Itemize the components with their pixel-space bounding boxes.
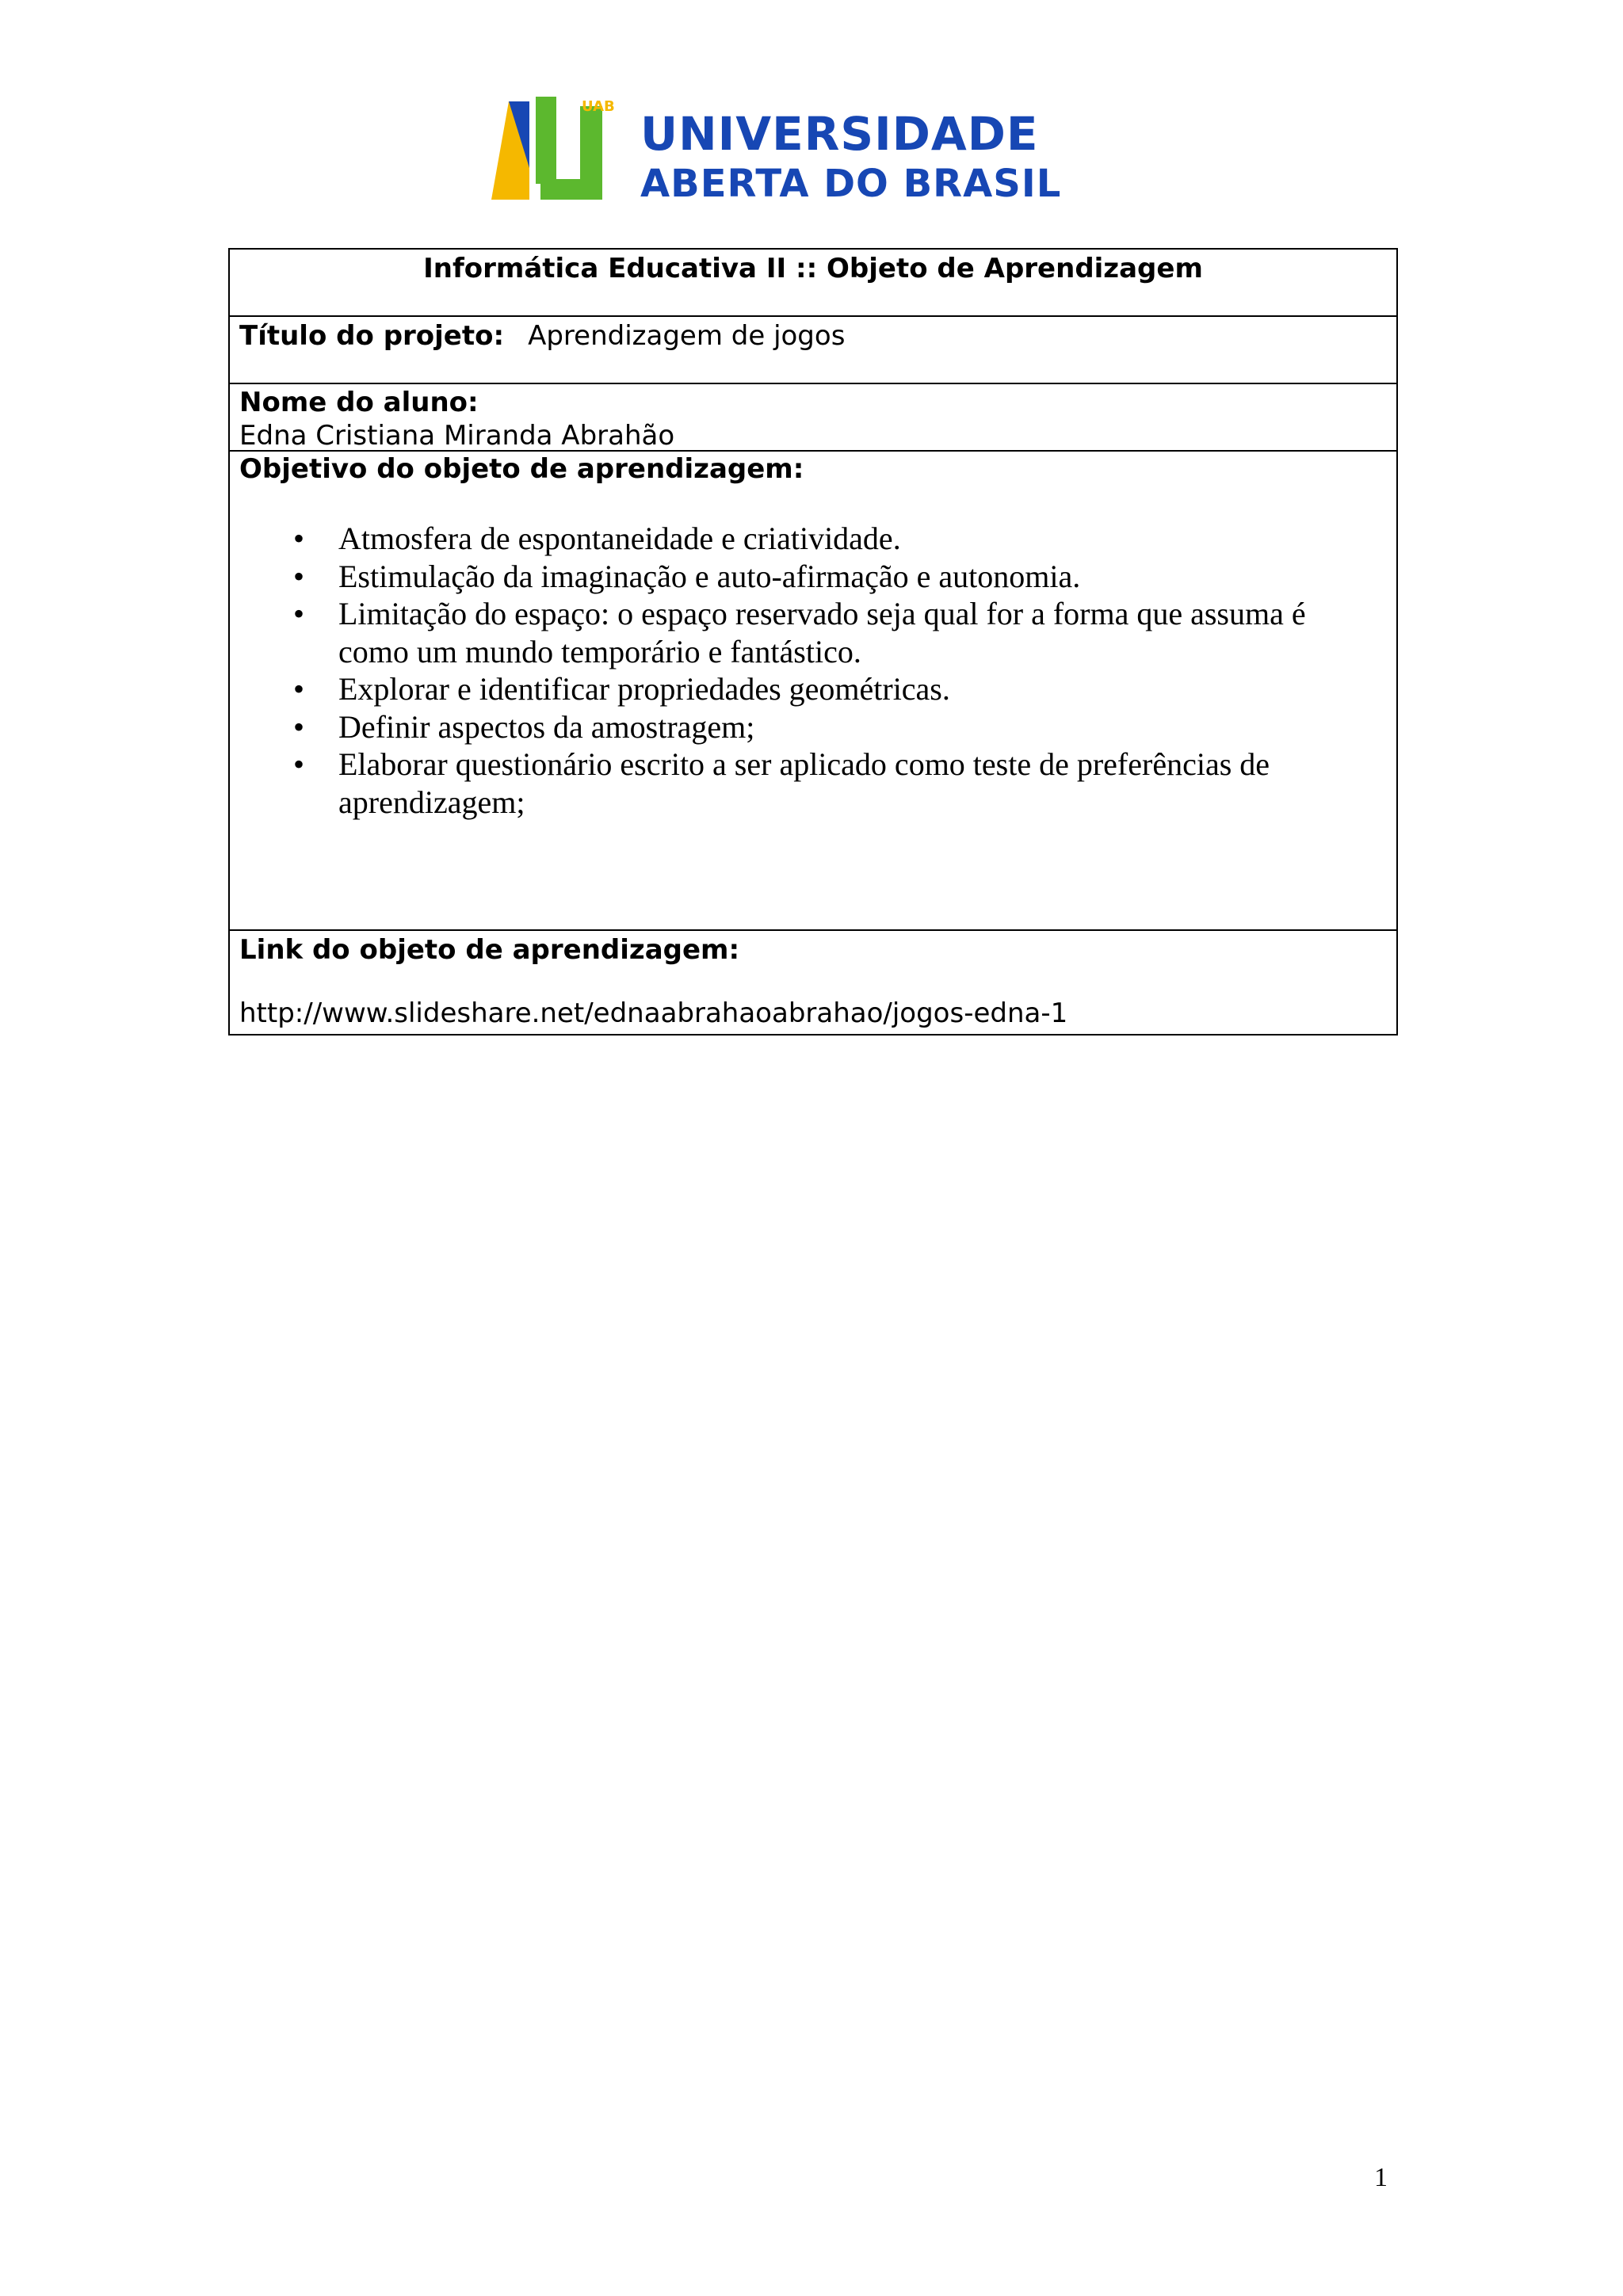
bullet-icon: • xyxy=(293,521,305,556)
list-item xyxy=(239,670,1325,708)
bullet-icon: • xyxy=(293,746,305,782)
objective-label: Objetivo do objeto de aprendizagem: xyxy=(239,453,804,485)
list-item xyxy=(239,558,1325,596)
bullet-icon: • xyxy=(293,708,305,745)
bullet-icon: • xyxy=(293,558,305,594)
project-title-row xyxy=(230,317,1396,384)
objective-text: Elaborar questionário escrito a ser aplicado como teste de preferências de aprendizagem; xyxy=(338,746,1270,820)
list-item xyxy=(239,520,1325,558)
student-name-row xyxy=(230,384,1396,452)
logo-line-1: UNIVERSIDADE xyxy=(640,107,1039,161)
uab-logo xyxy=(491,97,1086,208)
objective-text: Atmosfera de espontaneidade e criatividade. xyxy=(338,521,901,556)
student-name-value: Edna Cristiana Miranda Abrahão xyxy=(239,420,675,452)
objective-row xyxy=(230,452,1396,931)
logo-line-2: ABERTA DO BRASIL xyxy=(640,162,1062,206)
uab-tag-text: UAB xyxy=(582,98,615,115)
student-name-label: Nome do aluno: xyxy=(239,387,479,418)
link-label: Link do objeto de aprendizagem: xyxy=(239,934,740,966)
link-url[interactable]: http://www.slideshare.net/ednaabrahaoabrahao/jogos-edna-1 xyxy=(239,997,1068,1029)
table-header-title: Informática Educativa II :: Objeto de Aprendizagem xyxy=(423,253,1203,284)
objective-text: Limitação do espaço: o espaço reservado seja qual for a forma que assuma é como um mundo temporário e fantástico. xyxy=(338,596,1306,669)
project-title-value: Aprendizagem de jogos xyxy=(528,320,846,352)
project-table xyxy=(228,248,1398,1035)
list-item xyxy=(239,746,1325,821)
link-row xyxy=(230,933,1396,1034)
bullet-icon: • xyxy=(293,596,305,631)
bullet-icon: • xyxy=(293,671,305,707)
page-number: 1 xyxy=(1374,2163,1388,2192)
list-item xyxy=(239,708,1325,746)
logo-text xyxy=(640,107,1062,206)
objective-text: Estimulação da imaginação e auto-afirmação e autonomia. xyxy=(338,558,1081,594)
list-item xyxy=(239,595,1325,670)
objective-list xyxy=(239,520,1325,821)
objective-text: Explorar e identificar propriedades geométricas. xyxy=(338,671,950,707)
table-header-row xyxy=(230,250,1396,317)
project-title-label: Título do projeto: xyxy=(239,320,505,352)
objective-text: Definir aspectos da amostragem; xyxy=(338,708,755,745)
